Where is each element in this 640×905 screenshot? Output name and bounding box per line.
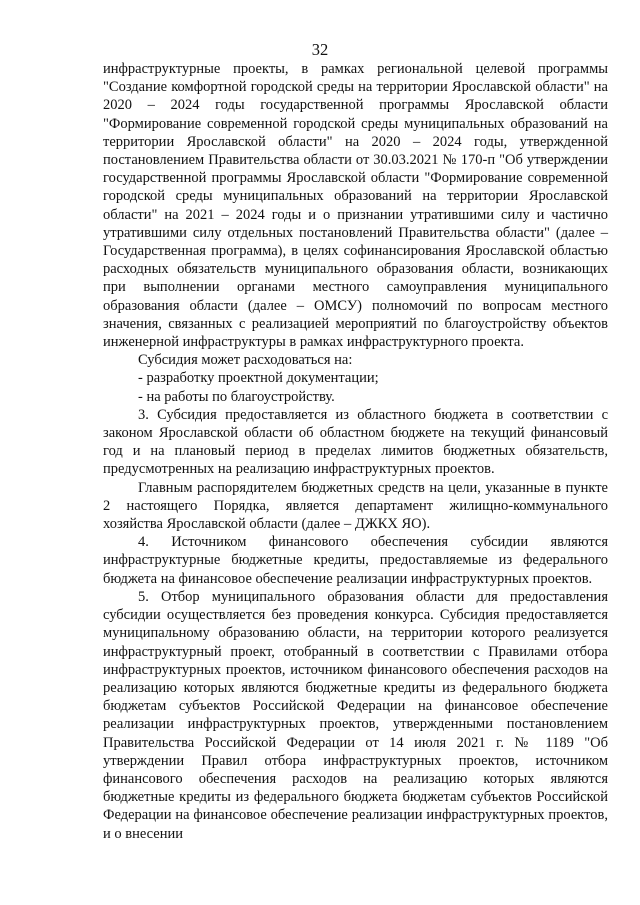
paragraph-subsidy-uses-intro: Субсидия может расходоваться на: [138, 352, 353, 369]
paragraph-chief-administrator: Главным распорядителем бюджетных средств на цели, указанные в пункте 2 настоящего Порядка, является департамент жилищно-коммунального хозяйства Ярославской области (далее – ДЖКХ ЯО). [103, 479, 608, 533]
paragraph-subsidy-use-works: - на работы по благоустройству. [138, 388, 335, 405]
paragraph-subsidy-use-design: - разработку проектной документации; [138, 370, 379, 387]
paragraph-clause-3: 3. Субсидия предоставляется из областного бюджета в соответствии с законом Ярославской области об областном бюджете на текущий финансовый год и на плановый период в пределах лимитов бюджетных обязательств, предусмотренных на реализацию инфраструктурных проектов. [103, 406, 608, 478]
paragraph-clause-4: 4. Источником финансового обеспечения субсидии являются инфраструктурные бюджетные кредиты, предоставляемые из федерального бюджета на финансовое обеспечение реализации инфраструктурных проектов. [103, 534, 608, 587]
page-number: 32 [311, 40, 329, 59]
paragraph-infrastructure-projects: инфраструктурные проекты, в рамках региональной целевой программы "Создание комфортной городской среды на территории Ярославской области" на 2020 – 2024 годы государственной программы Ярославской области "Формирование современной городской среды муниципальных образований на территории Ярославской области" на 2020 – 2024 годы, утвержденной постановлением Правительства области от 30.03.2021 № 170-п "Об утверждении государственной программы Ярославской области "Формирование современной городской среды муниципальных образований на территории Ярославской области" на 2021 – 2024 годы и о признании утратившими силу и частично утратившими силу отдельных постановлений Правительства области" (далее – Государственная программа), в целях софинансирования Ярославской областью расходных обязательств муниципального образования области, возникающих при выполнении органами местного самоуправления муниципального образования области (далее – ОМСУ) полномочий по вопросам местного значения, связанных с реализацией мероприятий по благоустройству объектов инженерной инфраструктуры в рамках инфраструктурного проекта. [103, 61, 608, 351]
document-body [103, 60, 608, 843]
paragraph-clause-5: 5. Отбор муниципального образования области для предоставления субсидии осуществляется без проведения конкурса. Субсидия предоставляется муниципальному образованию области, на территории которого реализуется инфраструктурный проект, отобранный в соответствии с Правилами отбора инфраструктурных проектов, источником финансового обеспечения расходов на реализацию которых являются бюджетные кредиты из федерального бюджета бюджетам субъектов Российской Федерации на финансовое обеспечение реализации инфраструктурных проектов, утвержденными постановлением Правительства Российской Федерации от 14 июля 2021 г. № 1189 "Об утверждении Правил отбора инфраструктурных проектов, источником финансового обеспечения расходов на реализацию которых являются бюджетные кредиты из федерального бюджета бюджетам субъектов Российской Федерации на финансовое обеспечение реализации инфраструктурных проектов, и о внесении [103, 588, 608, 842]
